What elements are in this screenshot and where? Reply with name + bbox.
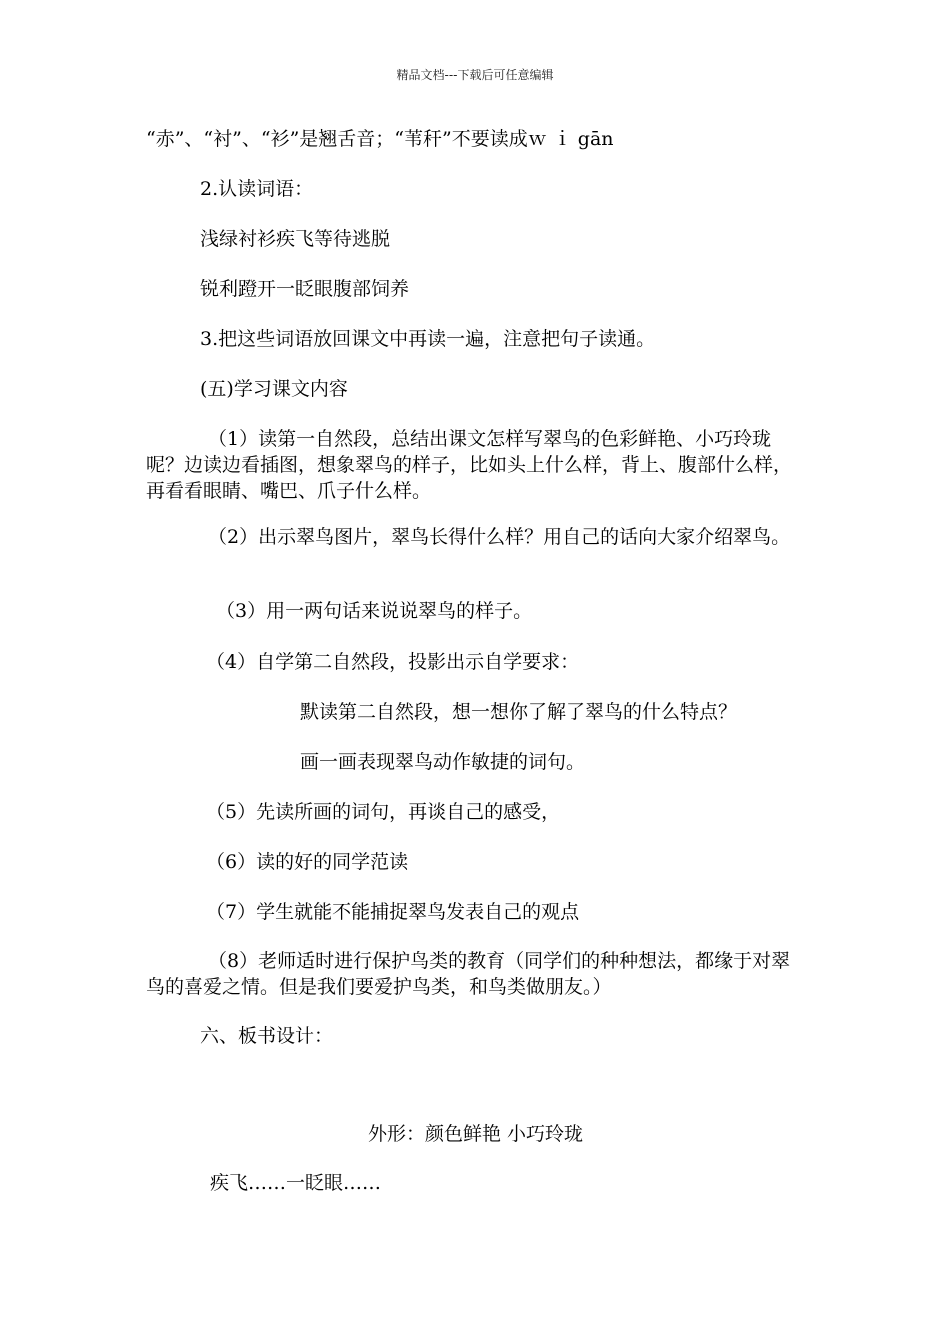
word-list-1: 浅绿衬衫疾飞等待逃脱	[200, 228, 391, 250]
step-3-line: （3）用一两句话来说说翠鸟的样子。	[216, 600, 533, 622]
pronunciation-note: “赤”、“衬”、“衫”是翘舌音；“苇秆”不要读成ｗ ｉ gān	[146, 128, 614, 150]
requirement-2: 画一画表现翠鸟动作敏捷的词句。	[300, 751, 586, 773]
section-heading-5: (五)学习课文内容	[200, 378, 348, 400]
step-1-paragraph: （1）读第一自然段，总结出课文怎样写翠鸟的色彩鲜艳、小巧玲珑呢？边读边看插图，想象翠鸟的样子，比如头上什么样，背上、腹部什么样，再看看眼睛、嘴巴、爪子什么样。	[146, 428, 793, 502]
step-6-line: （6）读的好的同学范读	[206, 851, 409, 873]
item-reread: 3.把这些词语放回课文中再读一遍，注意把句子读通。	[200, 328, 656, 350]
item-recognize-words: 2.认读词语：	[200, 178, 314, 200]
page-header: 精品文档---下载后可任意编辑	[396, 68, 554, 82]
step-2-paragraph: （2）出示翠鸟图片，翠鸟长得什么样？用自己的话向大家介绍翠鸟。	[208, 526, 791, 548]
board-design-line-2: 疾飞……一眨眼……	[210, 1172, 382, 1194]
section-heading-6: 六、板书设计：	[200, 1025, 334, 1047]
word-list-2: 锐利蹬开一眨眼腹部饲养	[200, 278, 410, 300]
step-4-line: （4）自学第二自然段，投影出示自学要求：	[206, 651, 580, 673]
requirement-1: 默读第二自然段，想一想你了解了翠鸟的什么特点？	[300, 701, 738, 723]
board-design-line-1: 外形：颜色鲜艳 小巧玲珑	[368, 1123, 584, 1145]
step-5-line: （5）先读所画的词句，再谈自己的感受，	[206, 801, 561, 823]
step-8-paragraph: （8）老师适时进行保护鸟类的教育（同学们的种种想法，都缘于对翠鸟的喜爱之情。但是我们要爱护鸟类，和鸟类做朋友。）	[146, 950, 791, 998]
step-7-line: （7）学生就能不能捕捉翠鸟发表自己的观点	[206, 901, 580, 923]
